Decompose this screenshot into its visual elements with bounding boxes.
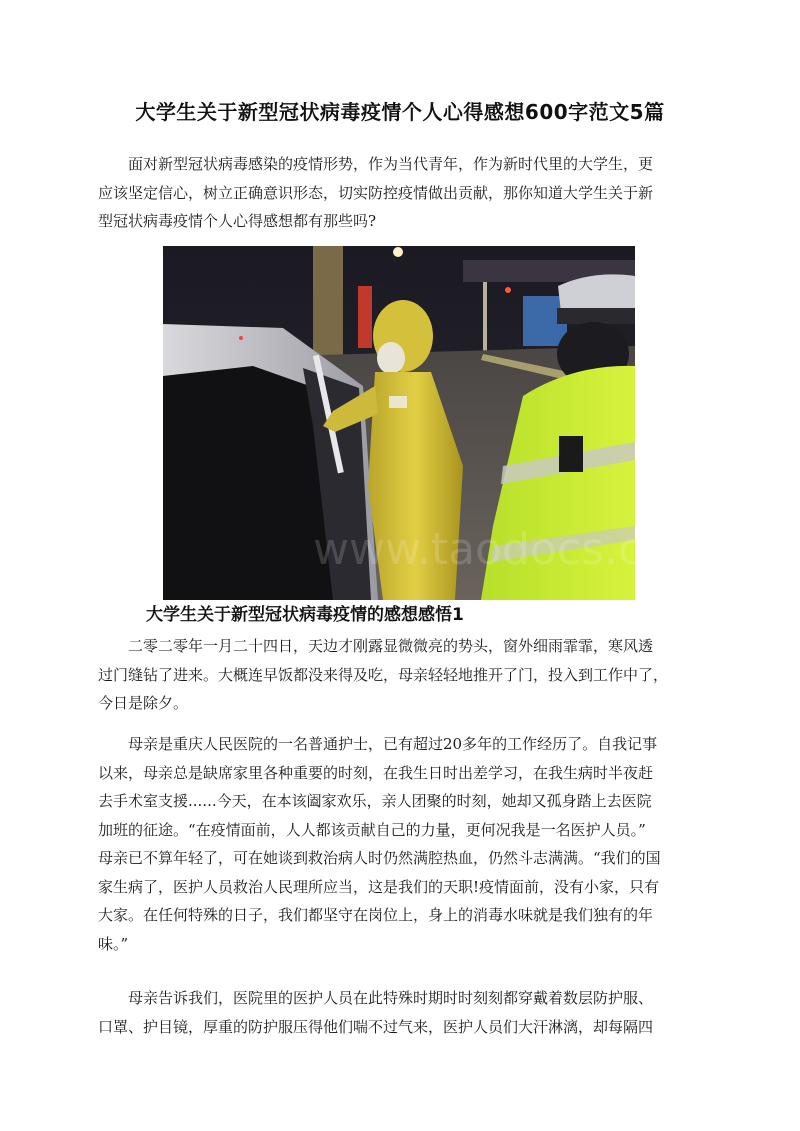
text-line: 口罩、护目镜，厚重的防护服压得他们喘不过气来，医护人员们大汗淋漓，却每隔四 (98, 1017, 654, 1036)
body-paragraph-1 (98, 632, 710, 718)
text-line: 加班的征途。“在疫情面前，人人都该贡献自己的力量，更何况我是一名医护人员。” (98, 820, 646, 839)
text-line: 母亲是重庆人民医院的一名普通护士，已有超过20多年的工作经历了。自我记事 (128, 735, 658, 753)
text-line: 过门缝钻了进来。大概连早饭都没来得及吃，母亲轻轻地推开了门，投入到工作中了， (98, 665, 669, 684)
body-paragraph-2 (98, 730, 710, 958)
text-line: 家生病了，医护人员救治人民理所应当，这是我们的天职!疫情面前，没有小家，只有 (98, 877, 660, 896)
intro-paragraph (98, 150, 710, 236)
text-line: 今日是除夕。 (98, 694, 189, 712)
photo-watermark: www.taodocs.com (313, 524, 712, 575)
text-line: 面对新型冠状病毒感染的疫情形势，作为当代青年，作为新时代里的大学生，更 (128, 155, 654, 173)
text-line: 去手术室支援......今天，在本该阖家欢乐，亲人团聚的时刻，她却又孤身踏上去医院 (98, 792, 652, 810)
body-paragraph-3 (98, 984, 710, 1041)
section-heading: 大学生关于新型冠状病毒疫情的感想感悟1 (146, 605, 464, 625)
document-title: 大学生关于新型冠状病毒疫情个人心得感想600字范文5篇 (135, 100, 665, 124)
text-line: 应该坚定信心，树立正确意识形态，切实防控疫情做出贡献，那你知道大学生关于新 (98, 183, 654, 202)
text-line: 母亲已不算年轻了，可在她谈到救治病人时仍然满腔热血，仍然斗志满满。“我们的国 (98, 849, 661, 867)
text-line: 以来，母亲总是缺席家里各种重要的时刻，在我生日时出差学习，在我生病时半夜赶 (98, 763, 654, 782)
text-line: 味。” (98, 934, 129, 953)
text-line: 大家。在任何特殊的日子，我们都坚守在岗位上，身上的消毒水味就是我们独有的年 (98, 906, 654, 924)
text-line: 二零二零年一月二十四日，天边才刚露显微微亮的势头，窗外细雨霏霏，寒风透 (128, 637, 654, 655)
text-line: 型冠状病毒疫情个人心得感想都有那些吗? (98, 212, 377, 230)
text-line: 母亲告诉我们，医院里的医护人员在此特殊时期时时刻刻都穿戴着数层防护服、 (128, 989, 654, 1007)
checkpoint-photo (163, 246, 712, 600)
